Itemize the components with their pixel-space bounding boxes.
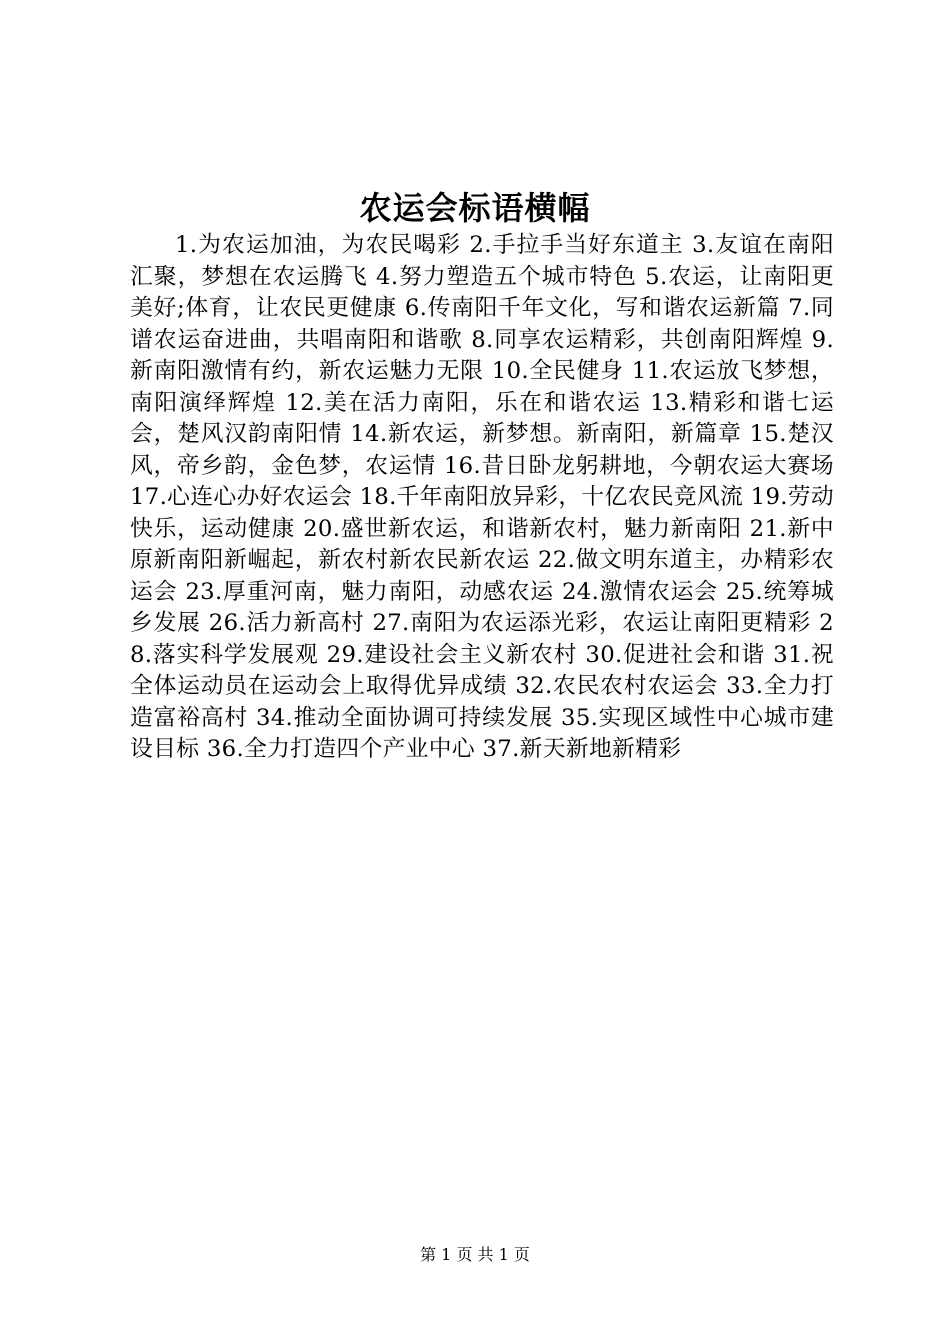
document-title: 农运会标语横幅 xyxy=(359,189,591,227)
page-footer: 第 1 页 共 1 页 xyxy=(420,1245,530,1264)
document-body: 1.为农运加油，为农民喝彩 2.手拉手当好东道主 3.友谊在南阳汇聚，梦想在农运腾飞 4.努力塑造五个城市特色 5.农运，让南阳更美好;体育，让农民更健康 6.传南阳千年文化，写和谐农运新篇 7.同谱农运奋进曲，共唱南阳和谐歌 8.同享农运精彩，共创南阳辉煌 9.新南阳激情有约，新农运魅力无限 10.全民健身 11.农运放飞梦想，南阳演绎辉煌 12.美在活力南阳，乐在和谐农运 13.精彩和谐七运会，楚风汉韵南阳情 14.新农运，新梦想。新南阳，新篇章 15.楚汉风，帝乡韵，金色梦，农运情 16.昔日卧龙躬耕地，今朝农运大赛场 17.心连心办好农运会 18.千年南阳放异彩，十亿农民竞风流 19.劳动快乐，运动健康 20.盛世新农运，和谐新农村，魅力新南阳 21.新中原新南阳新崛起，新农村新农民新农运 22.做文明东道主，办精彩农运会 23.厚重河南，魅力南阳，动感农运 24.激情农运会 25.统筹城乡发展 26.活力新高村 27.南阳为农运添光彩，农运让南阳更精彩 28.落实科学发展观 29.建设社会主义新农村 30.促进社会和谐 31.祝全体运动员在运动会上取得优异成绩 32.农民农村农运会 33.全力打造富裕高村 34.推动全面协调可持续发展 35.实现区域性中心城市建设目标 36.全力打造四个产业中心 37.新天新地新精彩 xyxy=(130,232,834,762)
